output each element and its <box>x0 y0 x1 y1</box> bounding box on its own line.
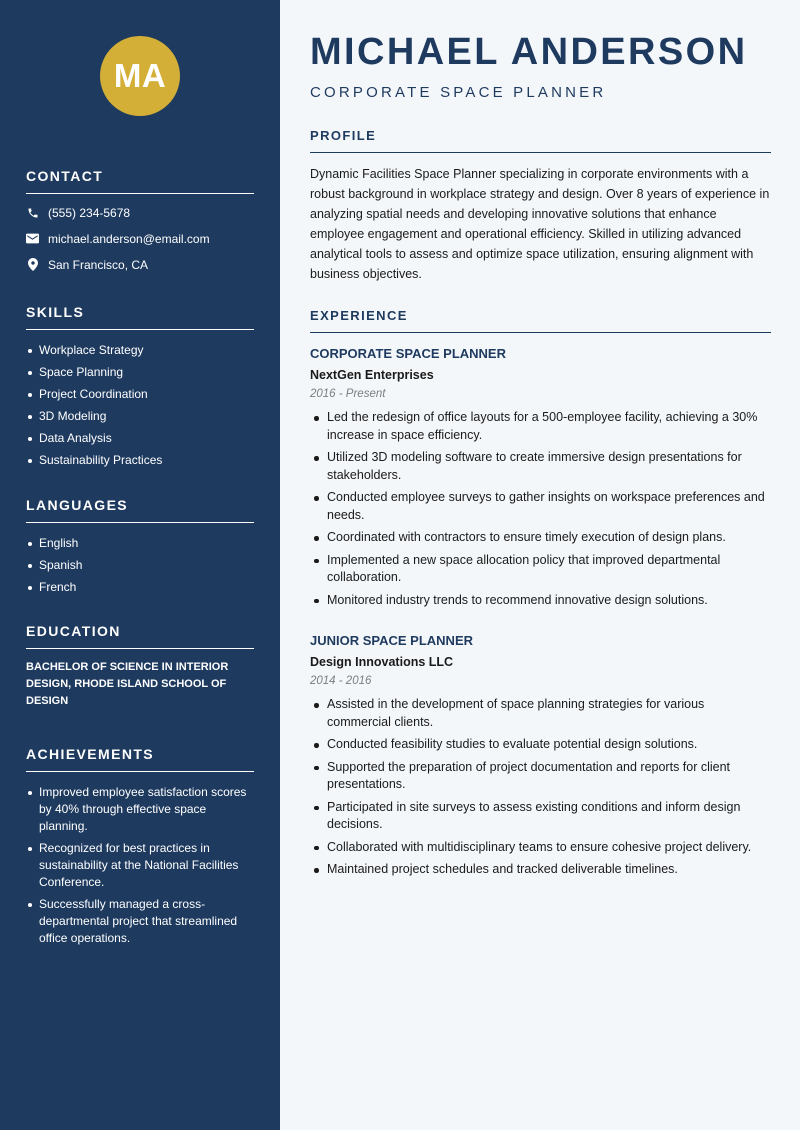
skill-item: Space Planning <box>26 364 254 381</box>
job-bullet: Supported the preparation of project documentation and reports for client presentations. <box>310 759 771 794</box>
avatar-initials: MA <box>113 57 167 94</box>
contact-heading: CONTACT <box>26 168 254 194</box>
contact-list <box>26 205 254 272</box>
job-bullet: Monitored industry trends to recommend innovative design solutions. <box>310 592 771 610</box>
contact-section <box>26 168 254 272</box>
contact-email <box>26 231 254 246</box>
profile-section <box>310 128 771 284</box>
contact-phone <box>26 205 254 220</box>
skill-item: 3D Modeling <box>26 408 254 425</box>
job-bullet: Maintained project schedules and tracked deliverable timelines. <box>310 861 771 879</box>
job-bullet: Conducted employee surveys to gather insights on workspace preferences and needs. <box>310 489 771 524</box>
skills-section <box>26 304 254 474</box>
job-entry <box>310 346 771 614</box>
job-bullet: Utilized 3D modeling software to create immersive design presentations for stakeholders. <box>310 449 771 484</box>
job-company: NextGen Enterprises <box>310 368 434 382</box>
job-bullet: Assisted in the development of space planning strategies for various commercial clients. <box>310 696 771 731</box>
experience-section <box>310 308 771 333</box>
job-bullet: Coordinated with contractors to ensure timely execution of design plans. <box>310 529 771 547</box>
contact-email-text[interactable]: michael.anderson@email.com <box>48 231 210 246</box>
job-company: Design Innovations LLC <box>310 655 454 669</box>
candidate-title: CORPORATE SPACE PLANNER <box>310 84 607 101</box>
contact-phone-text[interactable]: (555) 234-5678 <box>48 205 131 220</box>
job-bullets <box>310 696 771 879</box>
languages-section <box>26 497 254 601</box>
languages-list <box>26 535 254 596</box>
achievements-section <box>26 746 254 952</box>
avatar <box>100 36 180 116</box>
job-title: JUNIOR SPACE PLANNER <box>310 633 474 648</box>
profile-heading: PROFILE <box>310 128 771 153</box>
job-dates: 2014 - 2016 <box>310 675 372 687</box>
job-bullets <box>310 409 771 609</box>
candidate-name: MICHAEL ANDERSON <box>310 31 748 73</box>
job-dates: 2016 - Present <box>310 388 386 400</box>
contact-location <box>26 257 254 272</box>
skill-item: Workplace Strategy <box>26 342 254 359</box>
phone-icon <box>26 206 39 219</box>
education-section <box>26 623 254 710</box>
achievement-item: Improved employee satisfaction scores by 40% through effective space planning. <box>26 784 254 835</box>
job-entry <box>310 633 771 884</box>
education-heading: EDUCATION <box>26 623 254 649</box>
education-degree: BACHELOR OF SCIENCE IN INTERIOR DESIGN, RHODE ISLAND SCHOOL OF DESIGN <box>26 661 229 707</box>
achievement-item: Recognized for best practices in sustainability at the National Facilities Conference. <box>26 840 254 891</box>
job-bullet: Participated in site surveys to assess existing conditions and inform design decisions. <box>310 799 771 834</box>
language-item: French <box>26 579 254 596</box>
skill-item: Data Analysis <box>26 430 254 447</box>
language-item: English <box>26 535 254 552</box>
job-title: CORPORATE SPACE PLANNER <box>310 346 506 361</box>
contact-location-text: San Francisco, CA <box>48 257 149 272</box>
sidebar <box>0 0 280 1130</box>
skill-item: Sustainability Practices <box>26 452 254 469</box>
achievements-list <box>26 784 254 947</box>
skills-heading: SKILLS <box>26 304 254 330</box>
skills-list <box>26 342 254 469</box>
job-bullet: Collaborated with multidisciplinary teams to ensure cohesive project delivery. <box>310 839 771 857</box>
job-bullet: Conducted feasibility studies to evaluate potential design solutions. <box>310 736 771 754</box>
location-pin-icon <box>26 258 39 271</box>
job-bullet: Implemented a new space allocation policy that improved departmental collaboration. <box>310 552 771 587</box>
job-bullet: Led the redesign of office layouts for a 500-employee facility, achieving a 30% increase in space efficiency. <box>310 409 771 444</box>
skill-item: Project Coordination <box>26 386 254 403</box>
languages-heading: LANGUAGES <box>26 497 254 523</box>
email-icon <box>26 232 39 245</box>
achievement-item: Successfully managed a cross-departmental project that streamlined office operations. <box>26 896 254 947</box>
profile-text: Dynamic Facilities Space Planner specializing in corporate environments with a robust background in workplace strategy and design. Over 8 years of experience in analyzing spatial needs and developing innovative solutions that enhance employee engagement and operational efficiency. Skilled in utilizing advanced analytical tools to assess and optimize space utilization, ensuring alignment with business objectives. <box>310 167 770 281</box>
experience-heading: EXPERIENCE <box>310 308 771 333</box>
language-item: Spanish <box>26 557 254 574</box>
achievements-heading: ACHIEVEMENTS <box>26 746 254 772</box>
